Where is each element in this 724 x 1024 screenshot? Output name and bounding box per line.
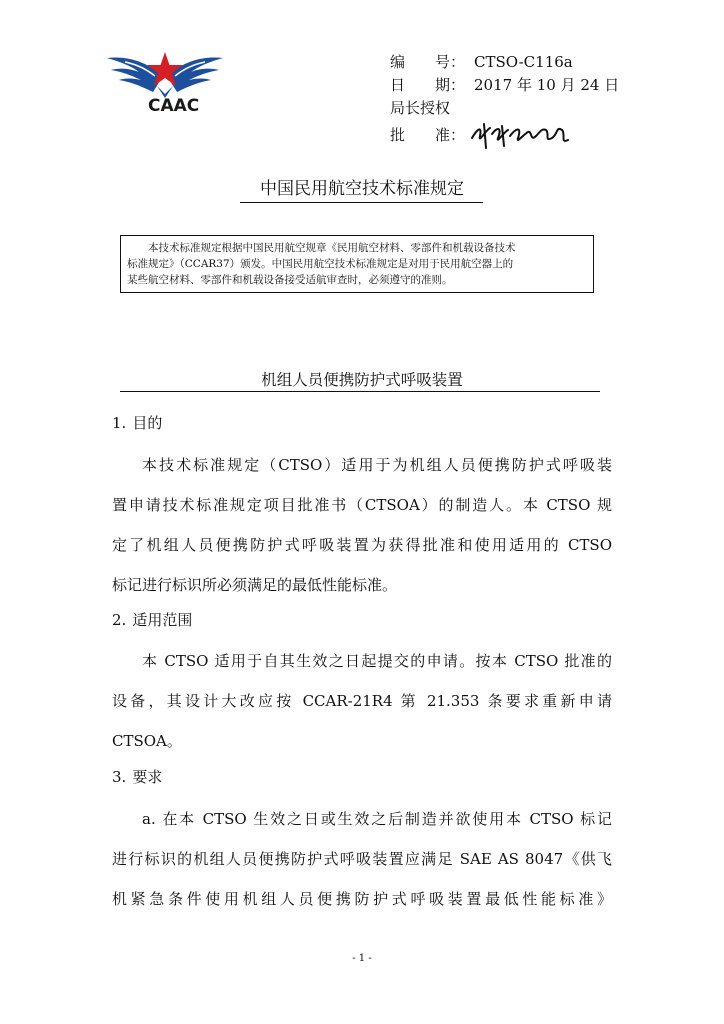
meta-number xyxy=(390,51,619,74)
meta-approval xyxy=(390,120,619,150)
body-line: 机紧急条件使用机组人员便携防护式呼吸装置最低性能标准》 xyxy=(112,890,612,908)
body-line: 标记进行标识所必须满足的最低性能标准。 xyxy=(112,576,398,594)
body-line: 定了机组人员便携防护式呼吸装置为获得批准和使用适用的 CTSO xyxy=(112,536,612,554)
subtitle-underline xyxy=(120,391,600,392)
section-heading-scope xyxy=(112,609,192,630)
body-line: 置申请技术标准规定项目批准书（CTSOA）的制造人。本 CTSO 规 xyxy=(112,496,612,514)
notice-line: 某些航空材料、零部件和机载设备接受适航审查时，必须遵守的准则。 xyxy=(127,274,453,286)
notice-box xyxy=(120,235,594,293)
section-heading-purpose xyxy=(112,412,162,433)
section-body-scope xyxy=(112,641,612,761)
meta-date xyxy=(390,74,619,97)
meta-authorization-label: 局长授权 xyxy=(390,99,451,117)
body-line: 进行标识的机组人员便携防护式呼吸装置应满足 SAE AS 8047《供飞 xyxy=(112,850,612,868)
body-line: 本技术标准规定（CTSO）适用于为机组人员便携防护式呼吸装 xyxy=(142,456,612,474)
body-line: a. 在本 CTSO 生效之日或生效之后制造并欲使用本 CTSO 标记 xyxy=(142,810,612,828)
meta-number-value: CTSO-C116a xyxy=(474,53,573,71)
signature-icon xyxy=(468,120,578,150)
section-heading-requirements xyxy=(112,766,162,787)
notice-line: 标准规定》（CCAR37）颁发。中国民用航空技术标准规定是对用于民用航空器上的 xyxy=(127,258,514,270)
meta-date-value: 2017 年 10 月 24 日 xyxy=(474,76,620,94)
meta-approval-label: 批 准： xyxy=(390,125,466,144)
document-title: 中国民用航空技术标准规定 xyxy=(260,179,464,199)
section-body-purpose xyxy=(112,445,612,605)
section-title: 目的 xyxy=(132,414,163,432)
body-line: 设备，其设计大改应按 CCAR-21R4 第 21.353 条要求重新申请 xyxy=(112,692,612,710)
notice-line: 本技术标准规定根据中国民用航空规章《民用航空材料、零部件和机载设备技术 xyxy=(148,242,516,254)
document-meta xyxy=(390,51,619,150)
section-number: 1. xyxy=(112,414,127,432)
document-subtitle: 机组人员便携防护式呼吸装置 xyxy=(261,371,463,389)
section-number: 2. xyxy=(112,611,127,629)
body-line: 本 CTSO 适用于自其生效之日起提交的申请。按本 CTSO 批准的 xyxy=(142,652,612,670)
section-title: 要求 xyxy=(132,768,163,786)
meta-authorization xyxy=(390,97,619,120)
page-number: - 1 - xyxy=(352,953,372,964)
meta-date-label: 日 期： xyxy=(390,76,466,94)
title-underline xyxy=(240,202,483,203)
body-line: CTSOA。 xyxy=(112,732,182,750)
meta-number-label: 编 号： xyxy=(390,53,466,71)
section-body-requirements xyxy=(112,799,612,919)
section-title: 适用范围 xyxy=(132,611,193,629)
caac-logo-text: CAAC xyxy=(148,96,200,116)
section-number: 3. xyxy=(112,768,127,786)
